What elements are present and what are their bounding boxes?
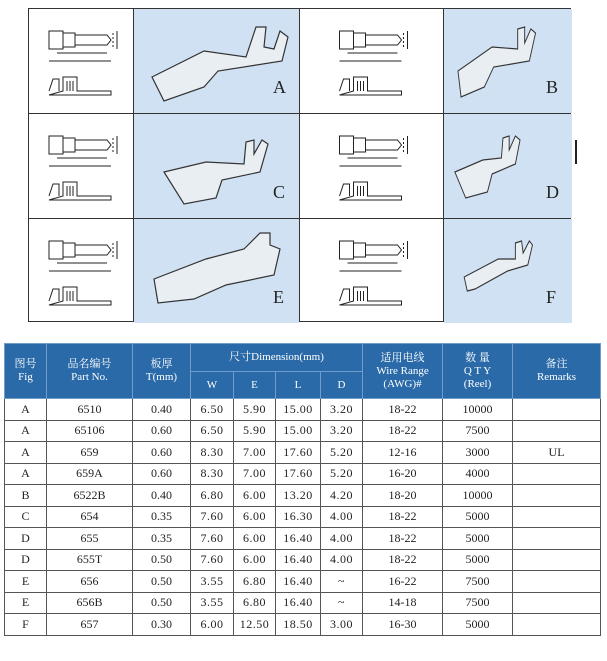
header-w: W xyxy=(191,372,234,399)
cell-fig: A xyxy=(5,463,47,485)
cell-t: 0.35 xyxy=(133,528,191,550)
cell-d: 5.20 xyxy=(321,442,363,464)
cell-t: 0.60 xyxy=(133,420,191,442)
table-row xyxy=(5,463,601,485)
cell-qty: 5000 xyxy=(443,528,513,550)
cell-fig: A xyxy=(5,442,47,464)
cell-part: 654 xyxy=(47,506,133,528)
cell-d: ~ xyxy=(321,571,363,593)
cell-w: 3.55 xyxy=(191,592,234,614)
terminal-photo-b xyxy=(444,9,572,113)
cell-wire: 18-22 xyxy=(363,399,443,421)
table-row xyxy=(5,528,601,550)
cell-l: 18.50 xyxy=(276,614,321,636)
header-thickness: 板厚 T(mm) xyxy=(133,344,191,399)
cell-d: 3.20 xyxy=(321,420,363,442)
cell-wire: 16-30 xyxy=(363,614,443,636)
header-qty: 数 量 Q T Y (Reel) xyxy=(443,344,513,399)
cell-remarks xyxy=(513,420,601,442)
cell-d: 3.20 xyxy=(321,399,363,421)
cell-w: 6.00 xyxy=(191,614,234,636)
cell-fig: A xyxy=(5,420,47,442)
header-l: L xyxy=(276,372,321,399)
cell-e: 5.90 xyxy=(234,399,276,421)
cell-l: 16.30 xyxy=(276,506,321,528)
cell-d: ~ xyxy=(321,592,363,614)
cell-fig: A xyxy=(5,399,47,421)
header-fig: 图号 Fig xyxy=(5,344,47,399)
header-d: D xyxy=(321,372,363,399)
cell-part: 659A xyxy=(47,463,133,485)
cell-part: 659 xyxy=(47,442,133,464)
cell-part: 65106 xyxy=(47,420,133,442)
cell-e: 6.00 xyxy=(234,528,276,550)
cell-part: 657 xyxy=(47,614,133,636)
cell-part: 6522B xyxy=(47,485,133,507)
header-e: E xyxy=(234,372,276,399)
cell-part: 6510 xyxy=(47,399,133,421)
cell-w: 6.50 xyxy=(191,399,234,421)
cell-qty: 3000 xyxy=(443,442,513,464)
terminal-photo-c xyxy=(134,114,299,218)
cell-t: 0.50 xyxy=(133,571,191,593)
cell-wire: 18-22 xyxy=(363,528,443,550)
cell-wire: 18-22 xyxy=(363,506,443,528)
cell-d: 4.00 xyxy=(321,528,363,550)
cell-qty: 10000 xyxy=(443,399,513,421)
cell-t: 0.40 xyxy=(133,485,191,507)
figure-letter-b: B xyxy=(546,77,559,97)
margin-mark xyxy=(575,140,577,164)
cell-part: 655T xyxy=(47,549,133,571)
cell-wire: 12-16 xyxy=(363,442,443,464)
table-row xyxy=(5,592,601,614)
cell-fig: E xyxy=(5,571,47,593)
technical-drawing-e xyxy=(29,219,133,323)
cell-w: 7.60 xyxy=(191,506,234,528)
table-row xyxy=(5,485,601,507)
table-row xyxy=(5,420,601,442)
cell-w: 3.55 xyxy=(191,571,234,593)
cell-remarks xyxy=(513,506,601,528)
cell-remarks xyxy=(513,592,601,614)
cell-e: 7.00 xyxy=(234,442,276,464)
cell-e: 6.80 xyxy=(234,571,276,593)
cell-fig: C xyxy=(5,506,47,528)
table-row xyxy=(5,506,601,528)
cell-t: 0.30 xyxy=(133,614,191,636)
cell-w: 6.50 xyxy=(191,420,234,442)
cell-remarks xyxy=(513,463,601,485)
cell-fig: E xyxy=(5,592,47,614)
figure-letter-e: E xyxy=(273,287,284,307)
header-part-no: 品名编号 Part No. xyxy=(47,344,133,399)
cell-e: 5.90 xyxy=(234,420,276,442)
cell-t: 0.40 xyxy=(133,399,191,421)
cell-l: 17.60 xyxy=(276,442,321,464)
cell-qty: 10000 xyxy=(443,485,513,507)
cell-w: 8.30 xyxy=(191,442,234,464)
cell-qty: 5000 xyxy=(443,614,513,636)
cell-t: 0.35 xyxy=(133,506,191,528)
cell-l: 17.60 xyxy=(276,463,321,485)
table-row xyxy=(5,442,601,464)
cell-e: 6.80 xyxy=(234,592,276,614)
cell-part: 656 xyxy=(47,571,133,593)
header-remarks: 备注 Remarks xyxy=(513,344,601,399)
terminal-photo-d xyxy=(444,114,572,218)
cell-d: 4.20 xyxy=(321,485,363,507)
cell-remarks: UL xyxy=(513,442,601,464)
figure-letter-c: C xyxy=(273,182,286,202)
cell-l: 16.40 xyxy=(276,528,321,550)
cell-fig: D xyxy=(5,549,47,571)
cell-remarks xyxy=(513,528,601,550)
cell-t: 0.60 xyxy=(133,442,191,464)
cell-wire: 16-22 xyxy=(363,571,443,593)
cell-remarks xyxy=(513,614,601,636)
cell-d: 4.00 xyxy=(321,549,363,571)
cell-wire: 18-20 xyxy=(363,485,443,507)
spec-table xyxy=(4,343,601,636)
cell-l: 15.00 xyxy=(276,420,321,442)
figure-letter-a: A xyxy=(273,77,286,97)
cell-l: 13.20 xyxy=(276,485,321,507)
cell-remarks xyxy=(513,549,601,571)
cell-e: 7.00 xyxy=(234,463,276,485)
cell-remarks xyxy=(513,485,601,507)
table-row xyxy=(5,571,601,593)
cell-wire: 16-20 xyxy=(363,463,443,485)
cell-remarks xyxy=(513,399,601,421)
cell-wire: 14-18 xyxy=(363,592,443,614)
cell-part: 656B xyxy=(47,592,133,614)
cell-remarks xyxy=(513,571,601,593)
cell-w: 7.60 xyxy=(191,528,234,550)
cell-e: 12.50 xyxy=(234,614,276,636)
table-row xyxy=(5,399,601,421)
terminal-photo-a xyxy=(134,9,299,113)
terminal-photo-e xyxy=(134,219,299,323)
cell-qty: 5000 xyxy=(443,506,513,528)
cell-qty: 7500 xyxy=(443,420,513,442)
technical-drawing-a xyxy=(29,9,133,113)
cell-e: 6.00 xyxy=(234,549,276,571)
cell-wire: 18-22 xyxy=(363,420,443,442)
figure-letter-d: D xyxy=(546,182,559,202)
cell-fig: B xyxy=(5,485,47,507)
cell-d: 5.20 xyxy=(321,463,363,485)
terminal-figure-grid xyxy=(28,8,571,322)
table-row xyxy=(5,614,601,636)
cell-w: 7.60 xyxy=(191,549,234,571)
cell-t: 0.60 xyxy=(133,463,191,485)
cell-part: 655 xyxy=(47,528,133,550)
header-wire-range: 适用电线 Wire Range (AWG)# xyxy=(363,344,443,399)
cell-qty: 7500 xyxy=(443,571,513,593)
cell-l: 16.40 xyxy=(276,592,321,614)
cell-qty: 4000 xyxy=(443,463,513,485)
cell-e: 6.00 xyxy=(234,485,276,507)
header-dimension: 尺寸Dimension(mm) xyxy=(191,344,363,372)
terminal-photo-f xyxy=(444,219,572,323)
cell-fig: D xyxy=(5,528,47,550)
technical-drawing-f xyxy=(300,219,443,323)
cell-wire: 18-22 xyxy=(363,549,443,571)
cell-e: 6.00 xyxy=(234,506,276,528)
cell-t: 0.50 xyxy=(133,549,191,571)
technical-drawing-b xyxy=(300,9,443,113)
cell-qty: 5000 xyxy=(443,549,513,571)
cell-d: 4.00 xyxy=(321,506,363,528)
cell-fig: F xyxy=(5,614,47,636)
table-row xyxy=(5,549,601,571)
cell-l: 16.40 xyxy=(276,549,321,571)
cell-l: 15.00 xyxy=(276,399,321,421)
cell-d: 3.00 xyxy=(321,614,363,636)
cell-w: 8.30 xyxy=(191,463,234,485)
cell-w: 6.80 xyxy=(191,485,234,507)
figure-letter-f: F xyxy=(546,287,557,307)
technical-drawing-c xyxy=(29,114,133,218)
cell-t: 0.50 xyxy=(133,592,191,614)
cell-qty: 7500 xyxy=(443,592,513,614)
technical-drawing-d xyxy=(300,114,443,218)
cell-l: 16.40 xyxy=(276,571,321,593)
